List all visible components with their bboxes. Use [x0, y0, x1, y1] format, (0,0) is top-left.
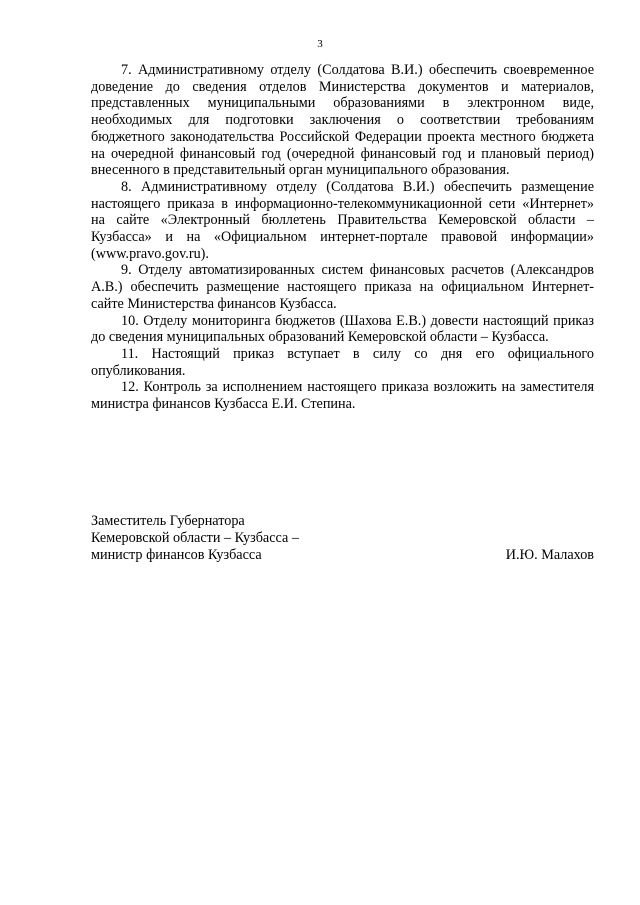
paragraph-item-8: 8. Административному отделу (Солдатова В.И.) обеспечить размещение настоящего приказа в информационно-телекоммуникационной сети «Интернет» на сайте «Электронный бюллетень Правительства Кемеровской области – Кузбасса» и на «Официальном интернет-портале правовой информации» (www.pravo.gov.ru). [91, 178, 594, 262]
page-number: 3 [317, 38, 323, 50]
order-body [91, 62, 594, 413]
paragraph-item-11: 11. Настоящий приказ вступает в силу со дня его официального опубликования. [91, 345, 594, 379]
signatory-name: И.Ю. Малахов [505, 547, 594, 563]
signatory-position-line2: Кемеровской области – Кузбасса – [91, 530, 299, 546]
paragraph-item-10: 10. Отделу мониторинга бюджетов (Шахова Е.В.) довести настоящий приказ до сведения муниципальных образований Кемеровской области – Кузбасса. [91, 312, 594, 346]
paragraph-item-12: 12. Контроль за исполнением настоящего приказа возложить на заместителя министра финансов Кузбасса Е.И. Степина. [91, 379, 594, 413]
paragraph-item-9: 9. Отделу автоматизированных систем финансовых расчетов (Александров А.В.) обеспечить размещение настоящего приказа на официальном Интернет-сайте Министерства финансов Кузбасса. [91, 262, 594, 312]
signatory-position-line3: министр финансов Кузбасса [91, 547, 262, 563]
signatory-final-row [91, 547, 594, 564]
signatory-position-line1: Заместитель Губернатора [91, 513, 245, 529]
signature-block [91, 513, 594, 564]
paragraph-item-7: 7. Административному отделу (Солдатова В.И.) обеспечить своевременное доведение до сведения отделов Министерства документов и материалов, представленных муниципальными образованиями в электронном виде, необходимых для подготовки заключения о соответствии требованиям бюджетного законодательства Российской Федерации проекта местного бюджета на очередной финансовый год (очередной финансовый год и плановый период) внесенного в представительный орган муниципального образования. [91, 62, 594, 179]
